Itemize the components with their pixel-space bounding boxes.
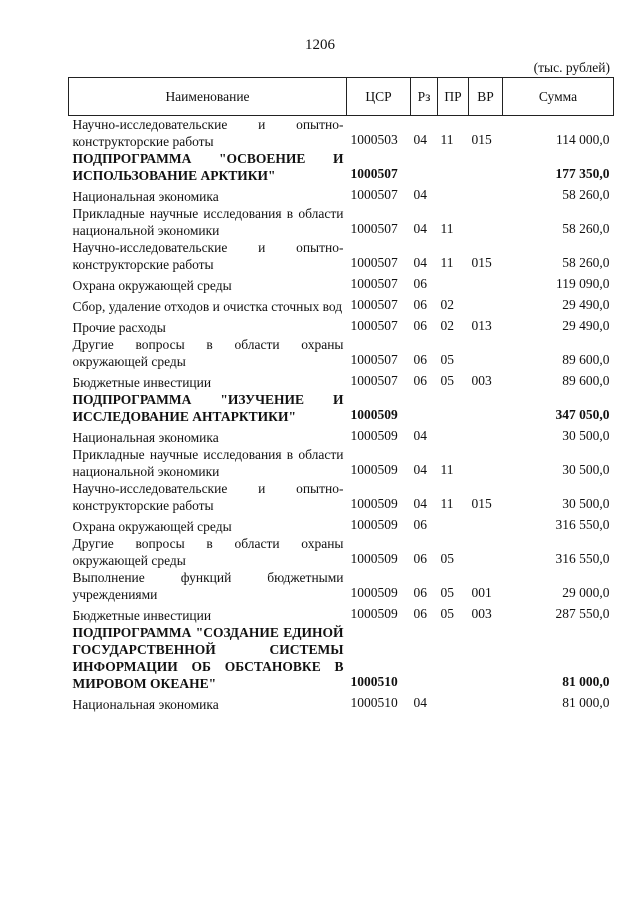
cell-pr: 02 [440,297,454,312]
cell-name: Другие вопросы в области охраны окружающей среды [72,337,344,369]
cell-csr: 1000507 [350,352,398,367]
subprogram-row [69,624,614,692]
table-row [69,294,614,315]
cell-csr: 1000509 [350,585,398,600]
cell-pr [438,624,469,692]
cell-name: Прочие расходы [72,320,166,335]
cell-csr: 1000507 [350,187,398,202]
cell-csr: 1000509 [350,407,398,422]
cell-sum: 81 000,0 [562,695,610,710]
cell-sum: 316 550,0 [555,517,610,532]
cell-csr: 1000507 [350,318,398,333]
cell-sum: 58 260,0 [562,255,610,270]
table-row [69,480,614,514]
cell-name: ПОДПРОГРАММА "СОЗДАНИЕ ЕДИНОЙ ГОСУДАРСТВЕННОЙ СИСТЕМЫ ИНФОРМАЦИИ ОБ ОБСТАНОВКЕ В МИРОВОМ ОКЕАНЕ" [72,625,344,691]
cell-vr [469,535,503,569]
cell-pr [438,273,469,294]
cell-pr: 11 [440,496,454,511]
cell-pr: 11 [440,132,454,147]
header-csr: ЦСР [347,78,411,116]
cell-rz: 04 [413,428,427,443]
table-header-row [69,78,614,116]
cell-csr: 1000510 [350,695,398,710]
cell-sum: 58 260,0 [562,221,610,236]
cell-vr: 015 [471,255,492,270]
cell-pr [438,184,469,205]
cell-vr [469,205,503,239]
cell-sum: 30 500,0 [562,462,610,477]
cell-name: Научно-исследовательские и опытно-конструкторские работы [72,481,344,513]
table-row [69,569,614,603]
cell-sum: 89 600,0 [562,352,610,367]
cell-name: Выполнение функций бюджетными учреждениями [72,570,344,602]
subprogram-row [69,391,614,425]
cell-vr [469,184,503,205]
cell-rz: 06 [413,373,427,388]
page-number: 1206 [305,37,335,53]
cell-name: Научно-исследовательские и опытно-конструкторские работы [72,240,344,272]
cell-vr: 003 [471,606,492,621]
cell-name: Прикладные научные исследования в области национальной экономики [72,447,344,479]
cell-rz: 06 [413,551,427,566]
cell-csr: 1000507 [350,373,398,388]
cell-vr [469,514,503,535]
cell-sum: 30 500,0 [562,496,610,511]
cell-name: Национальная экономика [72,430,219,445]
subprogram-row [69,150,614,184]
cell-rz: 04 [413,462,427,477]
cell-rz: 04 [413,496,427,511]
cell-vr: 015 [471,496,492,511]
cell-rz [411,150,438,184]
table-row [69,273,614,294]
cell-sum: 119 090,0 [556,276,610,291]
cell-pr [438,692,469,713]
cell-name: Охрана окружающей среды [72,278,232,293]
cell-vr [469,425,503,446]
cell-name: Сбор, удаление отходов и очистка сточных вод [72,299,343,314]
cell-csr: 1000507 [350,276,398,291]
table-row [69,239,614,273]
cell-vr [469,273,503,294]
cell-rz: 04 [413,187,427,202]
header-sum: Сумма [503,78,614,116]
header-vr: ВР [469,78,503,116]
table-row [69,336,614,370]
cell-name: Бюджетные инвестиции [72,375,212,390]
table-row [69,535,614,569]
cell-pr [438,150,469,184]
cell-csr: 1000509 [350,496,398,511]
cell-pr: 05 [440,551,454,566]
cell-vr [469,446,503,480]
cell-name: Национальная экономика [72,697,219,712]
table-row [69,514,614,535]
cell-rz: 04 [413,132,427,147]
cell-csr: 1000507 [350,297,398,312]
cell-pr: 11 [440,462,454,477]
table-row [69,116,614,151]
cell-csr: 1000509 [350,606,398,621]
cell-pr: 05 [440,585,454,600]
cell-sum: 81 000,0 [562,674,610,689]
cell-vr: 015 [471,132,492,147]
cell-sum: 89 600,0 [562,373,610,388]
cell-csr: 1000507 [350,166,398,181]
cell-sum: 30 500,0 [562,428,610,443]
header-pr: ПР [438,78,469,116]
units-label: (тыс. рублей) [533,60,610,75]
cell-csr: 1000509 [350,551,398,566]
table-body [69,116,614,714]
cell-sum: 114 000,0 [556,132,610,147]
cell-name: Бюджетные инвестиции [72,608,212,623]
cell-vr [469,336,503,370]
cell-name: ПОДПРОГРАММА "ОСВОЕНИЕ И ИСПОЛЬЗОВАНИЕ АРКТИКИ" [72,151,344,183]
cell-sum: 316 550,0 [555,551,610,566]
cell-vr: 001 [471,585,492,600]
cell-rz: 04 [413,695,427,710]
header-name: Наименование [69,78,347,116]
cell-sum: 58 260,0 [562,187,610,202]
cell-rz: 04 [413,221,427,236]
cell-vr [469,624,503,692]
cell-name: Другие вопросы в области охраны окружающей среды [72,536,344,568]
cell-csr: 1000509 [350,428,398,443]
cell-rz: 06 [413,517,427,532]
cell-csr: 1000509 [350,462,398,477]
cell-csr: 1000507 [350,255,398,270]
cell-vr: 013 [471,318,492,333]
cell-pr [438,425,469,446]
cell-rz: 06 [413,297,427,312]
table-row [69,315,614,336]
cell-pr: 11 [440,221,454,236]
cell-pr [438,514,469,535]
cell-rz: 06 [413,318,427,333]
table-row [69,446,614,480]
budget-table [68,77,614,713]
table-row [69,184,614,205]
cell-sum: 29 490,0 [562,318,610,333]
cell-vr: 003 [471,373,492,388]
cell-sum: 287 550,0 [555,606,610,621]
cell-name: ПОДПРОГРАММА "ИЗУЧЕНИЕ И ИССЛЕДОВАНИЕ АНТАРКТИКИ" [72,392,344,424]
cell-vr [469,692,503,713]
table-row [69,205,614,239]
cell-rz [411,391,438,425]
cell-rz: 04 [413,255,427,270]
cell-name: Прикладные научные исследования в области национальной экономики [72,206,344,238]
cell-pr: 11 [440,255,454,270]
cell-name: Охрана окружающей среды [72,519,232,534]
cell-vr [469,150,503,184]
cell-vr [469,294,503,315]
cell-rz: 06 [413,276,427,291]
cell-vr [469,391,503,425]
cell-pr: 05 [440,373,454,388]
header-rz: Рз [411,78,438,116]
cell-pr: 05 [440,352,454,367]
table-row [69,603,614,624]
cell-rz [411,624,438,692]
cell-pr: 05 [440,606,454,621]
cell-sum: 29 000,0 [562,585,610,600]
cell-sum: 177 350,0 [555,166,610,181]
cell-sum: 347 050,0 [555,407,610,422]
table-row [69,692,614,713]
cell-csr: 1000503 [350,132,398,147]
cell-csr: 1000509 [350,517,398,532]
table-row [69,425,614,446]
cell-rz: 06 [413,606,427,621]
cell-csr: 1000507 [350,221,398,236]
cell-csr: 1000510 [350,674,398,689]
table-row [69,370,614,391]
cell-name: Научно-исследовательские и опытно-конструкторские работы [72,117,344,149]
cell-rz: 06 [413,585,427,600]
cell-rz: 06 [413,352,427,367]
cell-pr: 02 [440,318,454,333]
cell-pr [438,391,469,425]
cell-sum: 29 490,0 [562,297,610,312]
cell-name: Национальная экономика [72,189,219,204]
